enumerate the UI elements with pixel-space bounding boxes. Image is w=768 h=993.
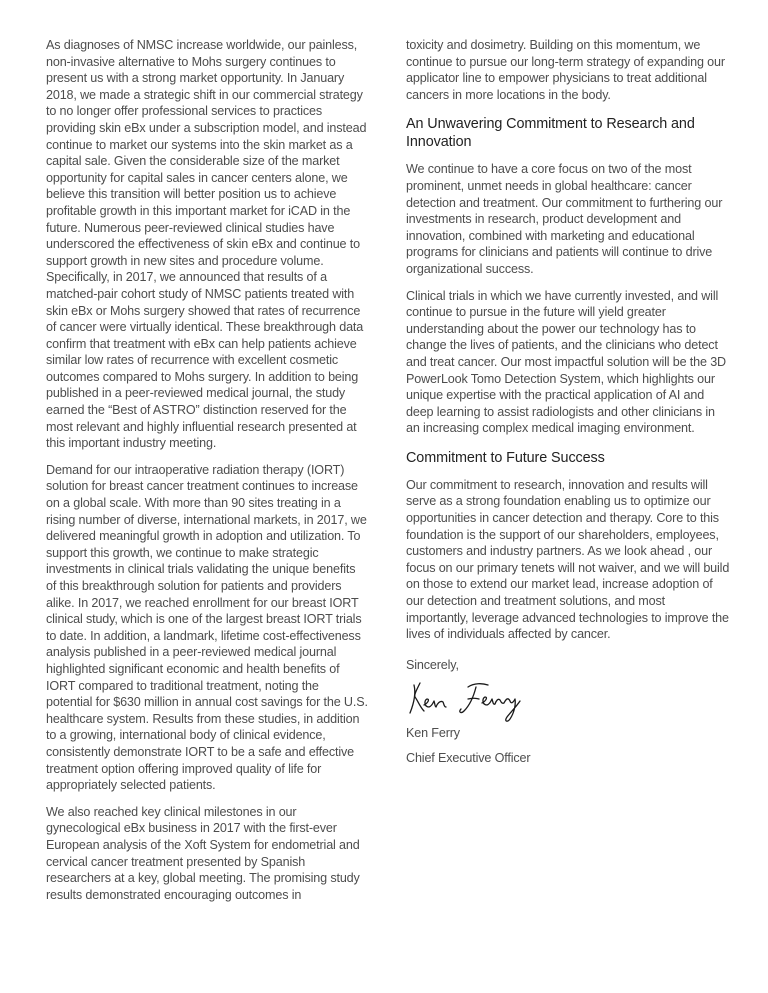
signer-title: Chief Executive Officer: [406, 751, 531, 765]
right-column: [406, 37, 730, 777]
paragraph-clinical-trials: Clinical trials in which we have currently invested, and will continue to pursue in the future will yield greater understanding about the power our technology has to change the lives of patients, and the clinicians who detect and treat cancer. Our most impactful solution will be the 3D PowerLook Tomo Detection System, which highlights our unique expertise with the practical application of AI and deep learning to assist radiologists and other clinicians in an increasing complex medical imaging environment.: [406, 288, 726, 436]
paragraph-core-focus: We continue to have a core focus on two of the most prominent, unmet needs in global healthcare: cancer detection and treatment. Our commitment to furthering our investments in research, product development and innovation, combined with marketing and educational programs for clinicians and patients will continue to drive organizational success.: [406, 162, 723, 276]
signature-image: [406, 677, 556, 725]
paragraph-commitment-results: Our commitment to research, innovation and results will serve as a strong foundation enabling us to optimize our opportunities in cancer detection and therapy. Core to this foundation is the support of our shareholders, employees, customers and industry partners. As we look ahead , our focus on our primary tenets will not waiver, and we will build on those to extend our market lead, increase adoption of our detection and treatment solutions, and most importantly, leverage advanced technologies to improve the lives of individuals affected by cancer.: [406, 477, 730, 642]
heading-research-innovation: An Unwavering Commitment to Research and Innovation: [406, 116, 695, 151]
letter-closing: [406, 657, 730, 767]
signer-name: Ken Ferry: [406, 726, 460, 741]
paragraph-continuation: toxicity and dosimetry. Building on this momentum, we continue to pursue our long-term strategy of expanding our applicator line to empower physicians to treat additional cancers in more locations in the body.: [406, 38, 725, 102]
paragraph-iort-breast-cancer: Demand for our intraoperative radiation therapy (IORT) solution for breast cancer treatment continues to increase on a global scale. With more than 90 sites treating in a rising number of diverse, international markets, in 2017, we delivered meaningful growth in adoption and utilization. To support this growth, we continue to make strategic investments in clinical trials validating the unique benefits of this breakthrough solution for patients and providers alike. In 2017, we reached enrollment for our breast IORT clinical study, which is one of the largest breast IORT trials to date. In addition, a landmark, lifetime cost-effectiveness analysis published in a peer-reviewed medical journal highlighted significant economic and health benefits of IORT compared to traditional treatment, noting the potential for $630 million in annual cost savings for the U.S. healthcare system. Results from these studies, in addition to a growing, international body of clinical evidence, consistently demonstrate IORT to be a safe and effective treatment option offering improved quality of life for appropriately selected patients.: [46, 462, 368, 793]
left-column: [46, 37, 368, 913]
heading-future-success: Commitment to Future Success: [406, 449, 605, 466]
paragraph-nmsc-skin-ebx: As diagnoses of NMSC increase worldwide, our painless, non-invasive alternative to Mohs surgery continues to present us with a strong market opportunity. In January 2018, we made a strategic shift in our commercial strategy to no longer offer professional services to practices providing skin eBx under a subscription model, and instead continue to market our systems into the skin market as a capital sale. Given the considerable size of the market opportunity for capital sales in cancer centers alone, we believe this transition will better position us to achieve profitable growth in this important market for iCAD in the future. Numerous peer-reviewed clinical studies have underscored the effectiveness of skin eBx and continue to support growth in new sites and procedure volume. Specifically, in 2017, we announced that results of a matched-pair cohort study of NMSC patients treated with skin eBx or Mohs surgery showed that rates of recurrence of cancer were virtually identical. These breakthrough data confirm that treatment with eBx can help patients achieve similar low rates of recurrence with excellent cosmetic outcomes compared to Mohs surgery. In addition to being published in a peer-reviewed medical journal, the study earned the “Best of ASTRO” distinction reserved for the most relevant and highly influential research presented at this important industry meeting.: [46, 38, 367, 451]
salutation: Sincerely,: [406, 657, 459, 672]
paragraph-gynecological-ebx: We also reached key clinical milestones in our gynecological eBx business in 2017 with the first-ever European analysis of the Xoft System for endometrial and cervical cancer treatment presented by Spanish researchers at a key, global meeting. The promising study results demonstrated encouraging outcomes in: [46, 804, 360, 902]
